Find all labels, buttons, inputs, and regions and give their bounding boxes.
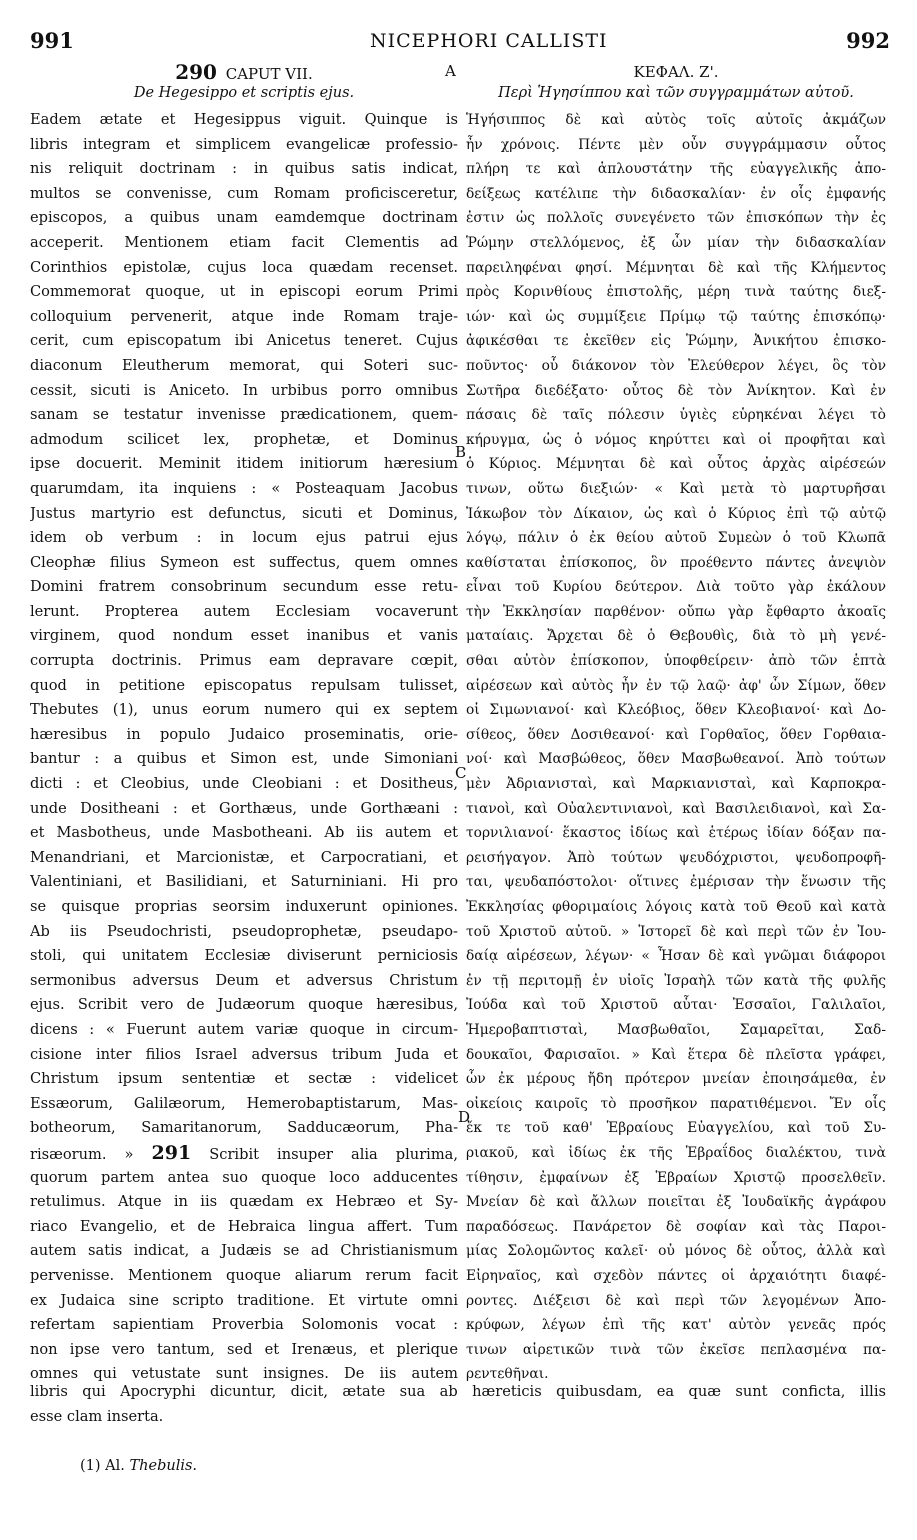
text-line: bantur : a quibus et Simon est, unde Simoniani — [30, 750, 458, 768]
text-line: Thebutes (1), unus eorum numero qui ex septem — [30, 701, 458, 719]
text-line: ἐστιν ὡς πολλοῖς συνεγένετο τῶν ἐπισκόπων τὴν ἐς — [466, 210, 886, 227]
text-line: colloquium pervenerit, atque inde Romam traje- — [30, 307, 458, 325]
text-line: ἦν χρόνοις. Πέντε μὲν οὖν συγγράμμασιν οὗτος — [466, 136, 886, 153]
text-line: Eadem ætate et Hegesippus viguit. Quinque is — [30, 111, 458, 128]
text-line: ροντες. Διέξεισι δὲ καὶ περὶ τῶν λεγομένων Ἀπο- — [466, 1292, 886, 1309]
margin-letter-a: A — [445, 62, 456, 80]
text-line: τὴν Ἐκκλησίαν παρθένον· οὔπω γὰρ ἔφθαρτο ἀκοαῖς — [466, 603, 886, 620]
text-line: Μνείαν δὲ καὶ ἄλλων ποιεῖται ἐξ Ἰουδαϊκῆς ἀγράφου — [466, 1194, 886, 1211]
text-line: pervenisse. Mentionem quoque aliarum rerum facit — [30, 1266, 458, 1284]
text-line: κήρυγμα, ὡς ὁ νόμος κηρύττει καὶ οἱ προφῆται καὶ — [466, 431, 886, 448]
running-title: NICEPHORI CALLISTI — [370, 30, 608, 52]
text-line: retulimus. Atque in iis quædam ex Hebræo et Sy- — [30, 1193, 458, 1211]
text-line: Σωτῆρα διεδέξατο· οὗτος δὲ τὸν Ἀνίκητον. Καὶ ἐν — [466, 382, 886, 399]
text-line: quarumdam, ita inquiens : « Posteaquam Jacobus — [30, 479, 458, 497]
text-line: ἔκ τε τοῦ καθ' Ἑβραίους Εὐαγγελίου, καὶ τοῦ Συ- — [466, 1120, 886, 1137]
text-line: Ab iis Pseudochristi, pseudoprophetæ, pseudapo- — [30, 922, 458, 940]
text-line: ρεισήγαγον. Ἀπὸ τούτων ψευδόχριστοι, ψευδοπροφῆ- — [466, 849, 886, 866]
text-line: diaconum Eleutherum memorat, qui Soteri suc- — [30, 356, 458, 374]
text-line: Ἰάκωβον τὸν Δίκαιον, ὡς καὶ ὁ Κύριος ἐπὶ τῷ αὐτῷ — [466, 505, 886, 522]
text-line: nis reliquit doctrinam : in quibus satis indicat, — [30, 160, 458, 178]
text-line: unde Dositheani : et Gorthæus, unde Gorthæani : — [30, 799, 458, 817]
page-number-left: 991 — [30, 28, 74, 53]
text-line: παρειληφέναι φησί. Μέμνηται δὲ καὶ τῆς Κλήμεντος — [466, 259, 886, 276]
text-line: παραδόσεως. Πανάρετον δὲ σοφίαν καὶ τὰς Παροι- — [466, 1218, 886, 1235]
text-line: acceperit. Mentionem etiam facit Clementis ad — [30, 233, 458, 251]
text-line: libris qui Apocryphi dicuntur, dicit, ætate sua ab hæreticis quibusdam, ea quæ sunt conficta, illis — [30, 1383, 886, 1400]
text-line: non ipse vero tantum, sed et Irenæus, et plerique — [30, 1340, 458, 1358]
text-line: esse clam inserta. — [30, 1407, 164, 1425]
text-line: τινων αἱρετικῶν τινὰ τῶν ἐκεῖσε πεπλασμένα πα- — [466, 1341, 886, 1358]
text-line: κρύφων, λέγων ἐπὶ τῆς κατ' αὐτὸν γενεᾶς πρός — [466, 1317, 886, 1334]
text-line: libris integram et simplicem evangelicæ professio- — [30, 135, 458, 153]
footnote — [80, 1458, 197, 1474]
fullwidth-text — [30, 1380, 886, 1429]
text-line: Corinthios epistolæ, cujus loca quædam recenset. — [30, 258, 458, 276]
text-line: δουκαῖοι, Φαρισαῖοι. » Καὶ ἕτερα δὲ πλεῖστα γράφει, — [466, 1046, 886, 1063]
text-line: sanam se testatur invenisse prædicationem, quem- — [30, 406, 458, 424]
text-line: ipse docuerit. Meminit itidem initiorum hæresium — [30, 455, 458, 473]
text-line: Christum ipsum sententiæ et sectæ : videlicet — [30, 1070, 458, 1088]
text-line: τορνιλιανοί· ἕκαστος ἰδίως καὶ ἑτέρως ἰδίαν δόξαν πα- — [466, 825, 886, 842]
latin-text-block-continued — [30, 1166, 458, 1387]
text-line: ex Judaica sine scripto traditione. Et virtute omni — [30, 1291, 458, 1309]
text-line: se quisque proprias seorsim induxerunt opiniones. — [30, 898, 458, 915]
text-line: lerunt. Propterea autem Ecclesiam vocaverunt — [30, 602, 458, 620]
text-line: λόγῳ, πάλιν ὁ ἐκ θείου αὐτοῦ Συμεὼν ὁ τοῦ Κλωπᾶ — [466, 530, 886, 547]
text-line: δαίᾳ αἱρέσεων, λέγων· « Ἦσαν δὲ καὶ γνῶμαι διάφοροι — [466, 948, 886, 965]
text-line: refertam sapientiam Proverbia Solomonis vocat : — [30, 1316, 458, 1334]
text-line: sermonibus adversus Deum et adversus Christum — [30, 971, 458, 989]
text-line: ἀφικέσθαι τε ἐκεῖθεν εἰς Ῥώμην, Ἀνικήτου ἐπισκο- — [466, 333, 886, 350]
text-line: virginem, quod nondum esset inanibus et vanis — [30, 627, 458, 645]
margin-letter-d: D — [458, 1108, 471, 1126]
text-line: autem satis indicat, a Judæis se ad Christianismum — [30, 1242, 458, 1260]
text-line: Commemorat quoque, ut in episcopi eorum Primi — [30, 283, 458, 301]
text-line: Cleophæ filius Symeon est suffectus, quem omnes — [30, 553, 458, 571]
text-line: idem ob verbum : in locum ejus patrui ejus — [30, 529, 458, 547]
text-line: quod in petitione episcopatus repulsam tulisset, — [30, 676, 458, 694]
text-line: ἐν τῇ περιτομῇ ἐν υἱοῖς Ἰσραὴλ τῶν κατὰ τῆς φυλῆς — [466, 972, 886, 989]
text-line: εἶναι τοῦ Κυρίου δεύτερον. Διὰ τοῦτο γὰρ ἐκάλουν — [466, 579, 886, 596]
text-line: σθαι αὐτὸν ἐπίσκοπον, ὑποφθείρειν· ἀπὸ τῶν ἑπτὰ — [466, 653, 886, 670]
text-line: νοί· καὶ Μασβώθεος, ὅθεν Μασβωθεανοί. Ἀπὸ τούτων — [466, 751, 886, 768]
text-line: corrupta doctrinis. Primus eam depravare cœpit, — [30, 652, 458, 670]
text-line: Ἐκκλησίας φθοριμαίοις λόγοις κατὰ τοῦ Θεοῦ καὶ κατὰ — [466, 899, 886, 915]
text-line: τίθησιν, ἐμφαίνων ἐξ Ἑβραίων Χριστῷ προσελθεῖν. — [466, 1169, 886, 1186]
text-line: ρεντεθῆναι. — [466, 1366, 549, 1383]
text-line: dicti : et Cleobius, unde Cleobiani : et Dositheus, — [30, 775, 458, 793]
text-line: omnes qui vetustate sunt insignes. De iis autem — [30, 1365, 458, 1383]
text-line: Ἡμεροβαπτισταὶ, Μασβωθαῖοι, Σαμαρεῖται, Σαδ- — [466, 1021, 886, 1038]
running-header — [30, 28, 890, 52]
latin-column — [30, 62, 458, 1387]
text-line: stoli, qui unitatem Ecclesiæ diviserunt perniciosis — [30, 947, 458, 965]
text-line: πλήρη τε καὶ ἁπλουστάτην τῆς εὐαγγελικῆς ἀπο- — [466, 161, 886, 178]
text-line: Justus martyrio est defunctus, sicuti et Dominus, — [30, 504, 458, 522]
text-line: ριακοῦ, καὶ ἰδίως ἐκ τῆς Ἑβραΐδος διαλέκτου, τινὰ — [466, 1144, 886, 1161]
text-line: Valentiniani, et Basilidiani, et Saturniniani. Hi pro — [30, 873, 458, 891]
text-line: Menandriani, et Marcionistæ, et Carpocratiani, et — [30, 848, 458, 866]
text-line: ματαίαις. Ἄρχεται δὲ ὁ Θεβουθὶς, διὰ τὸ μὴ γενέ- — [466, 628, 886, 645]
text-line: οἱ Σιμωνιανοί· καὶ Κλεόβιος, ὅθεν Κλεοβιανοί· καὶ Δο- — [466, 702, 886, 719]
text-line: et Masbotheus, unde Masbotheani. Ab iis autem et — [30, 824, 458, 842]
page-number-right: 992 — [846, 28, 890, 53]
text-line: μίας Σολομῶντος καλεῖ· οὐ μόνος δὲ οὗτος, ἀλλὰ καὶ — [466, 1243, 886, 1260]
text-line: riaco Evangelio, et de Hebraica lingua affert. Tum — [30, 1217, 458, 1235]
column-number-291: 291 — [151, 1141, 192, 1164]
greek-column — [466, 62, 886, 1387]
chapter-number: 290 — [175, 60, 217, 84]
margin-letter-c: C — [455, 764, 467, 782]
footnote-label: (1) Al. — [80, 1458, 125, 1474]
text-line: ὧν ἐκ μέρους ἤδη πρότερον μνείαν ἐποιησάμεθα, ἐν — [466, 1071, 886, 1088]
chapter-subtitle-greek: Περὶ Ἡγησίππου καὶ τῶν συγγραμμάτων αὐτοῦ. — [498, 85, 854, 101]
chapter-subtitle-latin: De Hegesippo et scriptis ejus. — [133, 85, 355, 101]
chapter-heading-latin — [30, 62, 458, 83]
text-line: episcopos, a quibus unam eamdemque doctrinam — [30, 209, 458, 227]
text-line: admodum scilicet lex, prophetæ, et Dominus — [30, 430, 458, 448]
chapter-label: CAPUT VII. — [225, 65, 313, 83]
text-line: cerit, cum episcopatum ibi Anicetus teneret. Cujus — [30, 332, 458, 350]
text-line: ιών· καὶ ὡς συμμίξειε Πρίμῳ τῷ ταύτης ἐπισκόπῳ· — [466, 308, 886, 325]
text-line: hæresibus in populo Judaico proseminatis, orie- — [30, 725, 458, 743]
text-line: multos se convenisse, cum Romam proficisceretur, — [30, 184, 458, 202]
text-line: πάσαις δὲ ταῖς πόλεσιν ὑγιὲς εὑρηκέναι λέγει τὸ — [466, 407, 886, 424]
text-line: dicens : « Fuerunt autem variæ quoque in circum- — [30, 1020, 458, 1038]
text-line: Domini fratrem consobrinum secundum esse retu- — [30, 578, 458, 596]
text-line: Ῥώμην στελλόμενος, ἐξ ὧν μίαν τὴν διδασκαλίαν — [466, 234, 886, 251]
text-line: αἱρέσεων καὶ αὐτὸς ἦν ἐν τῷ λαῷ· ἀφ' ὧν Σίμων, ὅθεν — [466, 677, 886, 694]
text-line: Ἡγήσιππος δὲ καὶ αὐτὸς τοῖς αὐτοῖς ἀκμάζων — [466, 112, 886, 128]
footnote-text: Thebulis. — [129, 1458, 198, 1474]
text-line: καθίσταται ἐπίσκοπος, ὃν προέθεντο πάντες ἀνεψιὸν — [466, 554, 886, 571]
text-line: σίθεος, ὅθεν Δοσιθεανοί· καὶ Γορθαῖος, ὅθεν Γορθαια- — [466, 726, 886, 743]
text-line: botheorum, Samaritanorum, Sadducæorum, Pha- — [30, 1119, 458, 1137]
text-line: quorum partem antea suo quoque loco adducentes — [30, 1168, 458, 1186]
text-line: τοῦ Χριστοῦ αὐτοῦ. » Ἱστορεῖ δὲ καὶ περὶ τῶν ἐν Ἰου- — [466, 923, 886, 940]
text-line: Ἰούδα καὶ τοῦ Χριστοῦ αὗται· Ἐσσαῖοι, Γαλιλαῖοι, — [466, 997, 886, 1014]
text-line: ποῦντος· οὗ διάκονον τὸν Ἐλεύθερον λέγει, ὃς τὸν — [466, 357, 886, 374]
chapter-heading-greek: ΚΕΦΑΛ. Ζ'. — [633, 63, 719, 81]
text-line: πρὸς Κορινθίους ἐπιστολῆς, μέρη τινὰ ταύτης διεξ- — [466, 284, 886, 301]
text-line: Essæorum, Galilæorum, Hemerobaptistarum, Mas- — [30, 1094, 458, 1112]
text-segment: Scribit insuper alia plurima, — [209, 1145, 458, 1163]
text-line: οἰκείοις καιροῖς τὸ προσῆκον παρατιθέμενοι. Ἔν οἷς — [466, 1095, 886, 1112]
greek-text-block — [466, 108, 886, 1387]
margin-letter-b: B — [455, 443, 467, 461]
text-line: τιανοὶ, καὶ Οὐαλεντινιανοὶ, καὶ Βασιλειδιανοὶ, καὶ Σα- — [466, 800, 886, 817]
text-line: τινων, οὕτω διεξιών· « Καὶ μετὰ τὸ μαρτυρῆσαι — [466, 480, 886, 497]
latin-text-block — [30, 108, 458, 1141]
text-line: cisione inter filios Israel adversus tribum Juda et — [30, 1045, 458, 1063]
text-line: ejus. Scribit vero de Judæorum quoque hæresibus, — [30, 996, 458, 1014]
text-line — [30, 1141, 458, 1166]
text-line: ὁ Κύριος. Μέμνηται δὲ καὶ οὗτος ἀρχὰς αἱρέσεών — [466, 456, 886, 473]
text-line: cessit, sicuti is Aniceto. In urbibus porro omnibus — [30, 381, 458, 399]
text-line: ται, ψευδαπόστολοι· οἵτινες ἐμέρισαν τὴν ἕνωσιν τῆς — [466, 874, 886, 891]
text-line: δείξεως κατέλιπε τὴν διδασκαλίαν· ἐν οἷς ἐμφανής — [466, 185, 886, 202]
text-line: μὲν Ἀδριανισταὶ, καὶ Μαρκιανισταὶ, καὶ Καρποκρα- — [466, 776, 886, 793]
text-segment: risæorum. » — [30, 1145, 134, 1163]
text-line: Εἰρηναῖος, καὶ σχεδὸν πάντες οἱ ἀρχαιότητι διαφέ- — [466, 1267, 886, 1284]
